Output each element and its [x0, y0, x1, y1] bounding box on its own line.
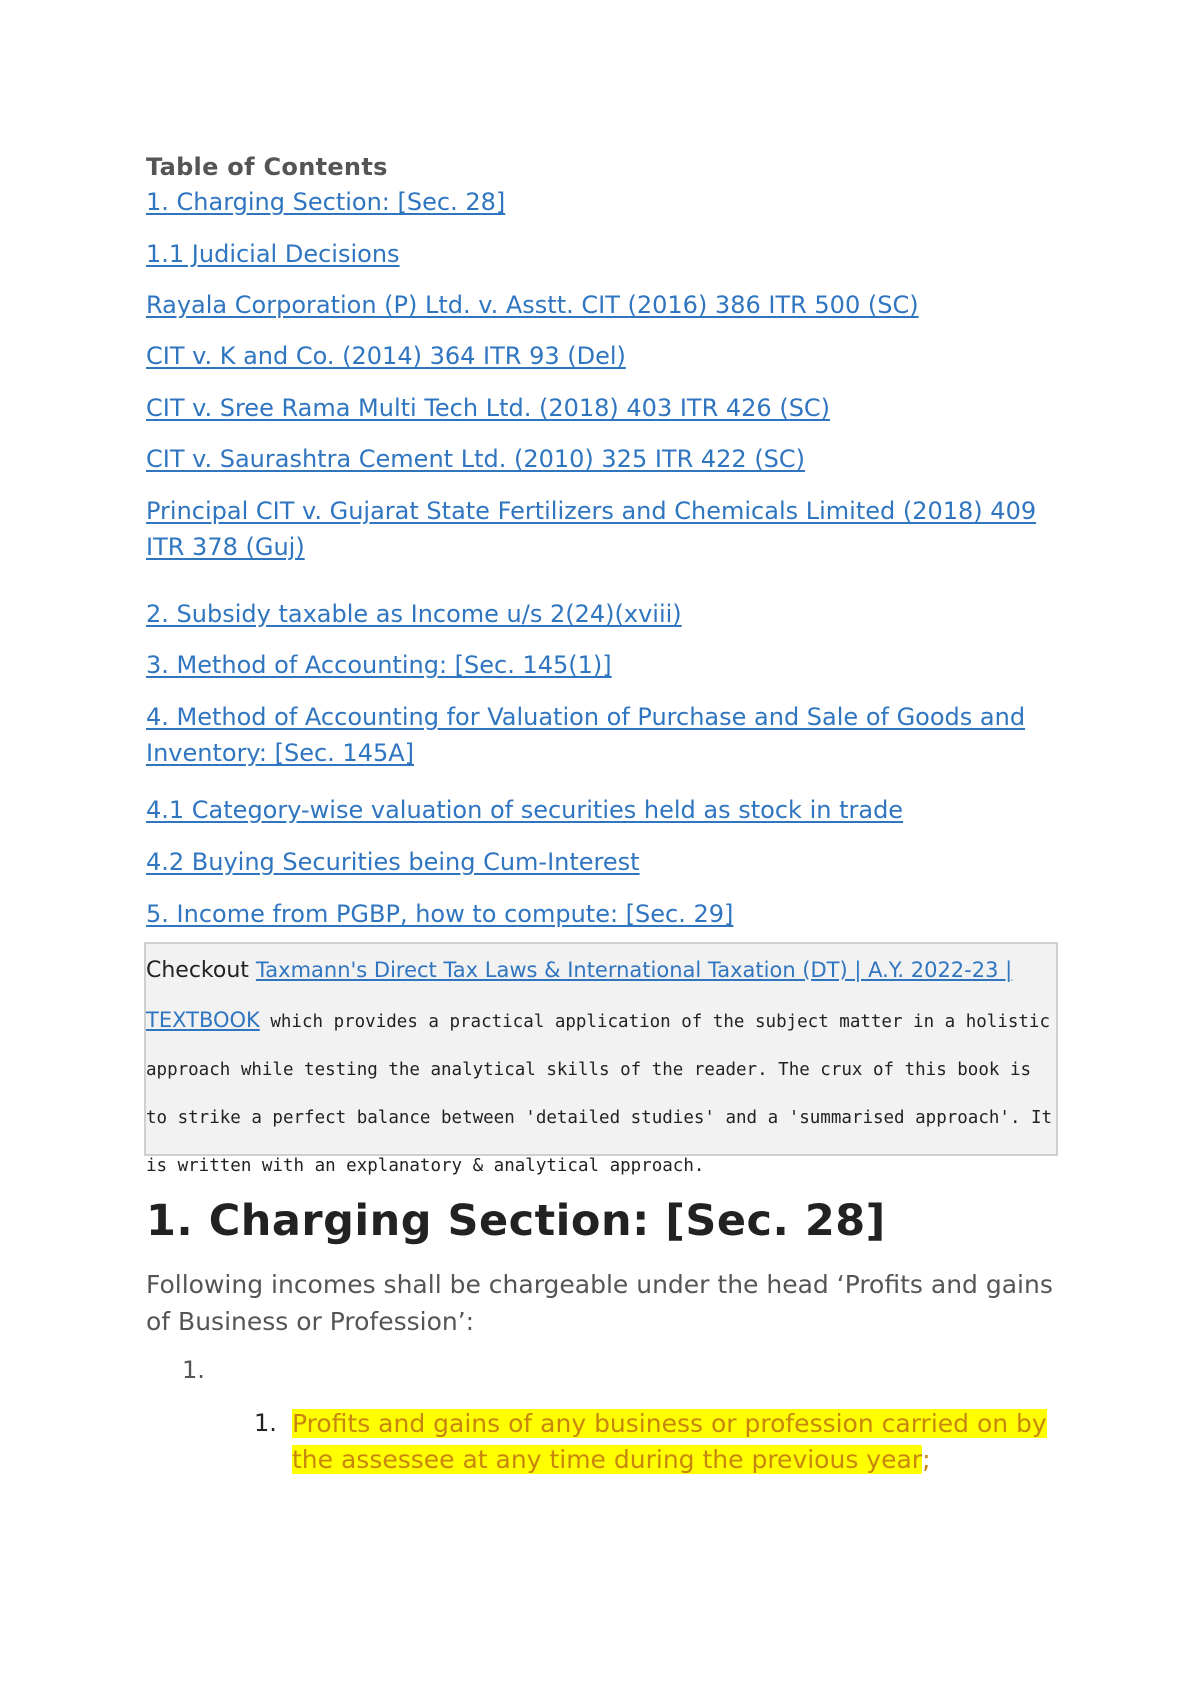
- toc-link-subsidy-taxable[interactable]: 2. Subsidy taxable as Income u/s 2(24)(xviii): [146, 600, 682, 628]
- toc-link-method-of-accounting[interactable]: 3. Method of Accounting: [Sec. 145(1)]: [146, 651, 612, 679]
- checkout-prefix: Checkout: [146, 958, 256, 983]
- toc-link-rayala-corporation[interactable]: Rayala Corporation (P) Ltd. v. Asstt. CIT (2016) 386 ITR 500 (SC): [146, 291, 919, 319]
- outer-list-marker: 1.: [182, 1356, 205, 1384]
- toc-link-cit-sree-rama[interactable]: CIT v. Sree Rama Multi Tech Ltd. (2018) 403 ITR 426 (SC): [146, 394, 831, 422]
- highlighted-item-text: Profits and gains of any business or profession carried on by the assessee at any time during the previous year: [292, 1409, 1047, 1474]
- checkout-callout-box: [144, 942, 1058, 1176]
- toc-link-valuation-purchase-sale[interactable]: 4. Method of Accounting for Valuation of Purchase and Sale of Goods and Inventory: [Sec. 145A]: [146, 703, 1026, 767]
- toc-link-charging-section[interactable]: 1. Charging Section: [Sec. 28]: [146, 188, 506, 216]
- checkout-body: which provides a practical application of the subject matter in a holistic approach while testing the analytical skills of the reader. The crux of this book is to strike a perfect balance between 'detailed studies' and a 'summarised approach'. It is written with an explanatory & analytical approach.: [146, 1012, 1053, 1176]
- textbook-link[interactable]: Taxmann's Direct Tax Laws & International Taxation (DT) | A.Y. 2022-23 | TEXTBOOK: [146, 958, 1013, 1032]
- toc-link-cit-saurashtra[interactable]: CIT v. Saurashtra Cement Ltd. (2010) 325 ITR 422 (SC): [146, 445, 806, 473]
- list-item: [292, 1406, 1072, 1478]
- toc-link-income-from-pgbp[interactable]: 5. Income from PGBP, how to compute: [Sec. 29]: [146, 900, 734, 928]
- toc-link-principal-cit-gujarat[interactable]: Principal CIT v. Gujarat State Fertilizers and Chemicals Limited (2018) 409 ITR 378 (Guj): [146, 497, 1037, 561]
- toc-link-judicial-decisions[interactable]: 1.1 Judicial Decisions: [146, 240, 400, 268]
- section-heading-charging-section: 1. Charging Section: [Sec. 28]: [146, 1196, 886, 1246]
- checkout-text: [146, 946, 1056, 1190]
- section-intro-paragraph: Following incomes shall be chargeable under the head ‘Profits and gains of Business or Profession’:: [146, 1270, 1053, 1336]
- toc-title: Table of Contents: [146, 153, 388, 181]
- toc-link-cit-k-and-co[interactable]: CIT v. K and Co. (2014) 364 ITR 93 (Del): [146, 342, 626, 370]
- toc-link-category-wise-valuation[interactable]: 4.1 Category-wise valuation of securities held as stock in trade: [146, 796, 904, 824]
- inner-list-marker: 1.: [254, 1409, 277, 1437]
- toc-link-buying-securities[interactable]: 4.2 Buying Securities being Cum-Interest: [146, 848, 640, 876]
- item-suffix: ;: [922, 1445, 931, 1474]
